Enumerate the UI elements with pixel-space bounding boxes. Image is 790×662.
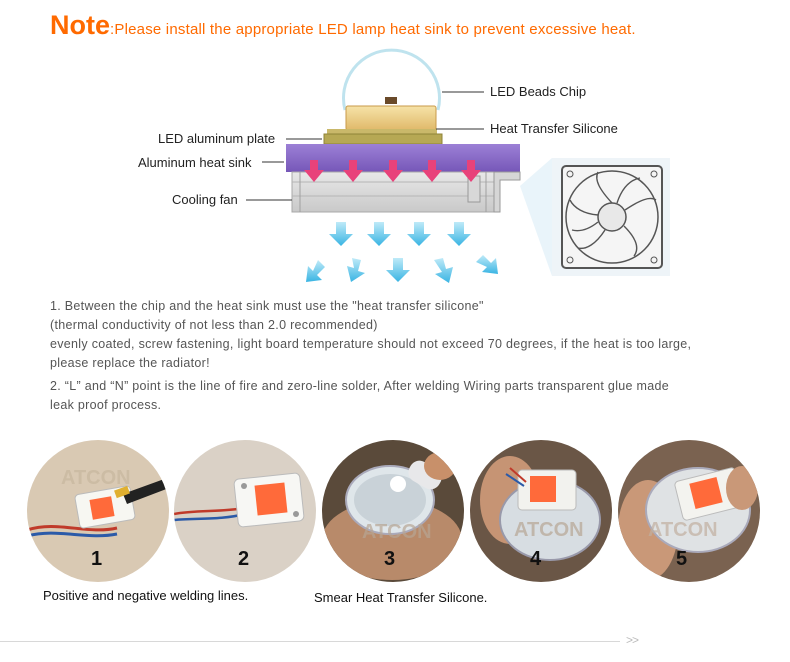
caption-welding: Positive and negative welding lines. [43, 588, 249, 603]
airflow-arrows [306, 222, 498, 283]
step-number: 1 [91, 548, 103, 570]
watermark-logo: ATCON [61, 467, 131, 489]
label-led-beads-chip: LED Beads Chip [490, 84, 587, 99]
note-title: Note [50, 10, 110, 40]
instruction-line: 1. Between the chip and the heat sink must use the "heat transfer silicone" [50, 299, 484, 313]
label-cooling-fan: Cooling fan [172, 192, 238, 207]
aluminum-plate [324, 134, 442, 144]
instruction-line: evenly coated, screw fastening, light board temperature should not exceed 70 degrees, if the heat is too large, [50, 337, 692, 351]
instruction-line: leak proof process. [50, 398, 162, 412]
label-led-aluminum-plate: LED aluminum plate [158, 131, 276, 146]
instructions-block [50, 297, 750, 415]
label-heat-transfer-silicone: Heat Transfer Silicone [490, 121, 618, 136]
instruction-line: (thermal conductivity of not less than 2.0 recommended) [50, 318, 378, 332]
led-bead [385, 97, 397, 104]
label-aluminum-heat-sink: Aluminum heat sink [138, 155, 252, 170]
instruction-line: please replace the radiator! [50, 356, 210, 370]
step-number: 5 [676, 548, 688, 570]
cooling-fan-image [552, 158, 670, 276]
chevron-right-icon: >> [626, 633, 639, 647]
step-number: 4 [530, 548, 542, 570]
instruction-line: 2. “L” and “N” point is the line of fire and zero-line solder, After welding Wiring parts transparent glue made [50, 379, 670, 393]
heat-sink-base [286, 144, 520, 172]
fan-callout-wedge [520, 158, 552, 276]
watermark-logo: ATCON [514, 519, 584, 541]
step-number: 3 [384, 548, 396, 570]
note-text: :Please install the appropriate LED lamp heat sink to prevent excessive heat. [110, 21, 636, 38]
footer-divider [0, 641, 620, 642]
caption-smear: Smear Heat Transfer Silicone. [314, 590, 488, 605]
watermark-logo: ATCON [362, 521, 432, 543]
step-5-photo [618, 440, 760, 582]
led-chip-block [346, 106, 436, 130]
heat-sink-diagram [0, 0, 790, 300]
step-number: 2 [238, 548, 250, 570]
watermark-logo: ATCON [648, 519, 718, 541]
